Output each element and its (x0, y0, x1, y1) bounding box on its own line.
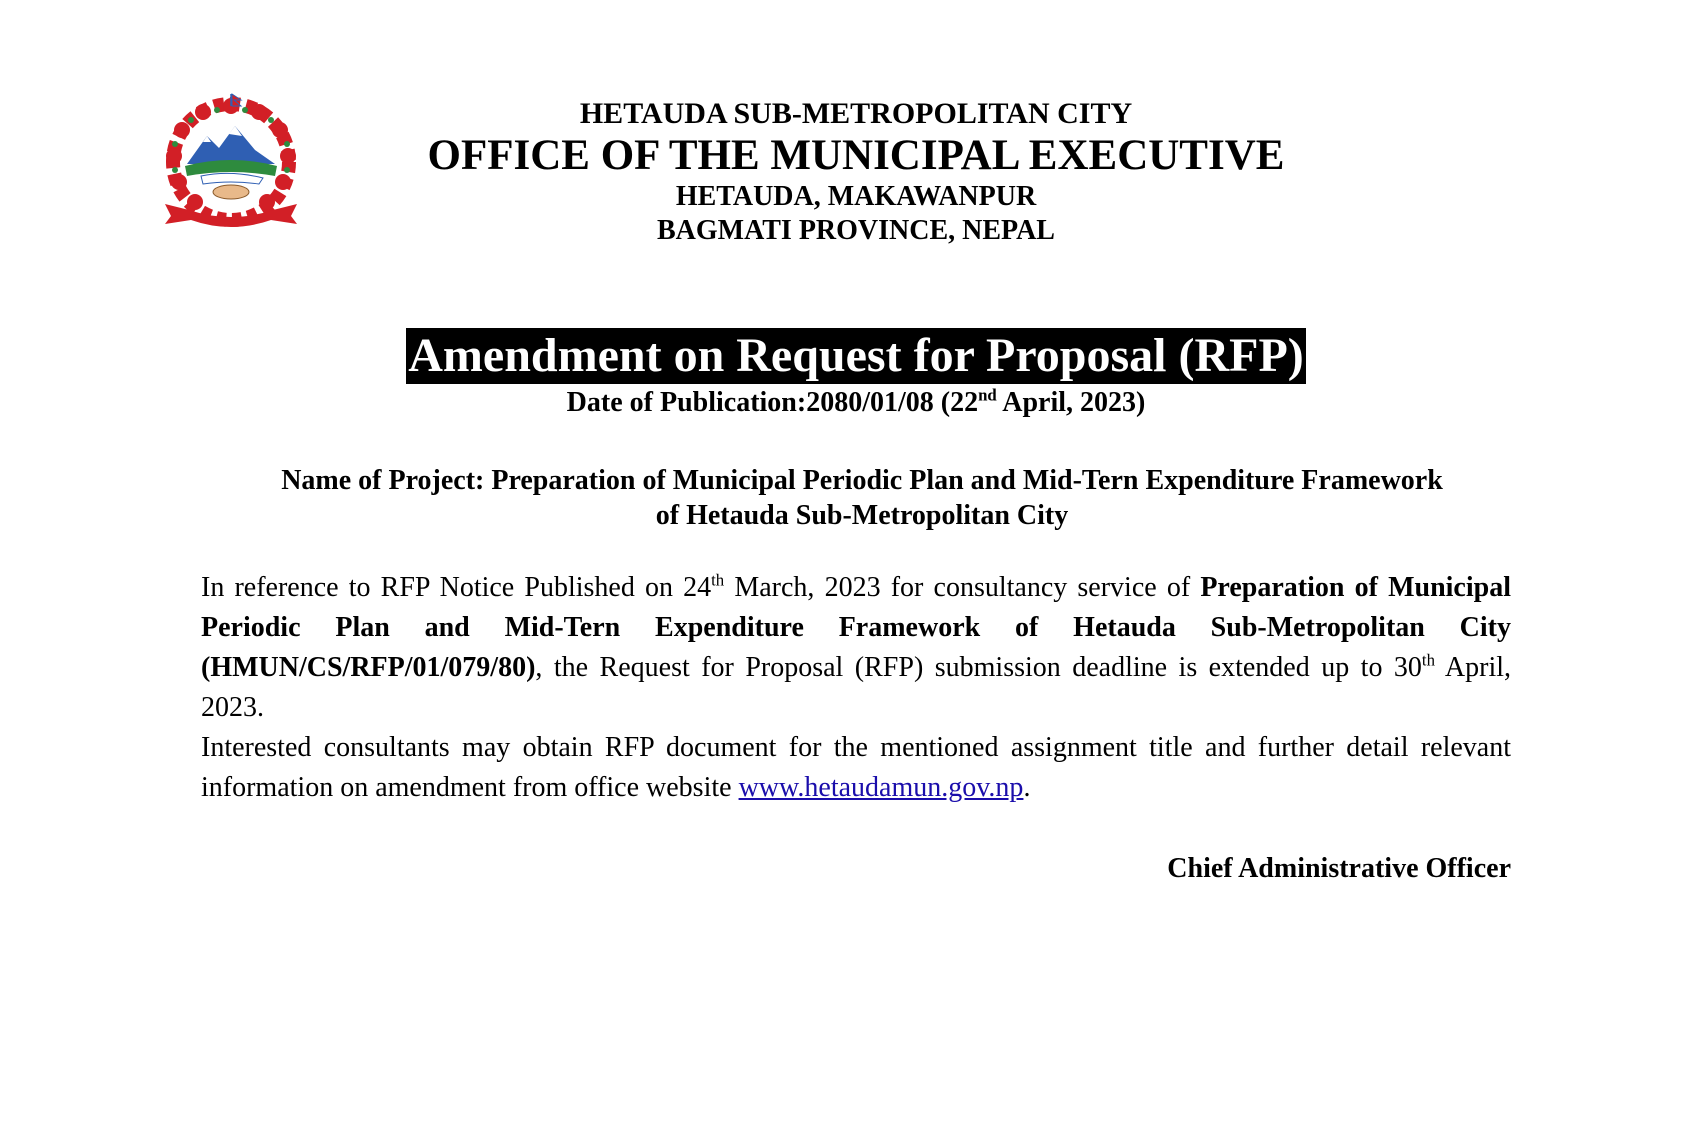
publication-date-ordinal: nd (978, 385, 997, 405)
letterhead (0, 96, 1700, 248)
notice-body (201, 568, 1511, 808)
publication-date-prefix: Date of Publication:2080/01/08 (22 (566, 387, 979, 418)
paragraph1-text-3: , the Request for Proposal (RFP) submission deadline is extended up to 30 (535, 652, 1422, 683)
project-name-line2: of Hetauda Sub-Metropolitan City (655, 500, 1069, 531)
office-province: BAGMATI PROVINCE, NEPAL (657, 215, 1055, 246)
office-name: OFFICE OF THE MUNICIPAL EXECUTIVE (427, 132, 1285, 179)
paragraph-website-info (201, 728, 1511, 808)
municipality-name: HETAUDA SUB-METROPOLITAN CITY (579, 97, 1133, 130)
paragraph1-project-reference: Preparation of Municipal Periodic Plan and Mid-Tern Expenditure Framework of Hetauda Sub-Metropolitan City (HMUN/CS/RFP/01/079/80) (201, 572, 1511, 683)
signature-title: Chief Administrative Officer (1167, 853, 1511, 884)
paragraph2-text-1: Interested consultants may obtain RFP document for the mentioned assignment title and further detail relevant information on amendment from office website (201, 732, 1511, 803)
publication-date (0, 386, 1700, 420)
project-name (200, 463, 1524, 533)
paragraph1-text-1: In reference to RFP Notice Published on 24 (201, 572, 712, 603)
publication-date-suffix: April, 2023) (996, 387, 1146, 418)
paragraph2-text-2: . (1023, 772, 1031, 803)
paragraph1-ordinal-1: th (711, 570, 725, 590)
paragraph1-text-4: April, 2023. (201, 652, 1512, 723)
paragraph-deadline-extension (201, 568, 1511, 728)
notice-title-wrap (0, 328, 1700, 384)
project-name-line1: Name of Project: Preparation of Municipal Periodic Plan and Mid-Tern Expenditure Framework (281, 465, 1443, 496)
office-location: HETAUDA, MAKAWANPUR (675, 181, 1037, 212)
paragraph1-ordinal-2: th (1421, 650, 1435, 670)
notice-title: Amendment on Request for Proposal (RFP) (408, 329, 1304, 382)
office-website-link[interactable]: www.hetaudamun.gov.np (738, 772, 1024, 803)
paragraph1-text-2: March, 2023 for consultancy service of (724, 572, 1201, 603)
